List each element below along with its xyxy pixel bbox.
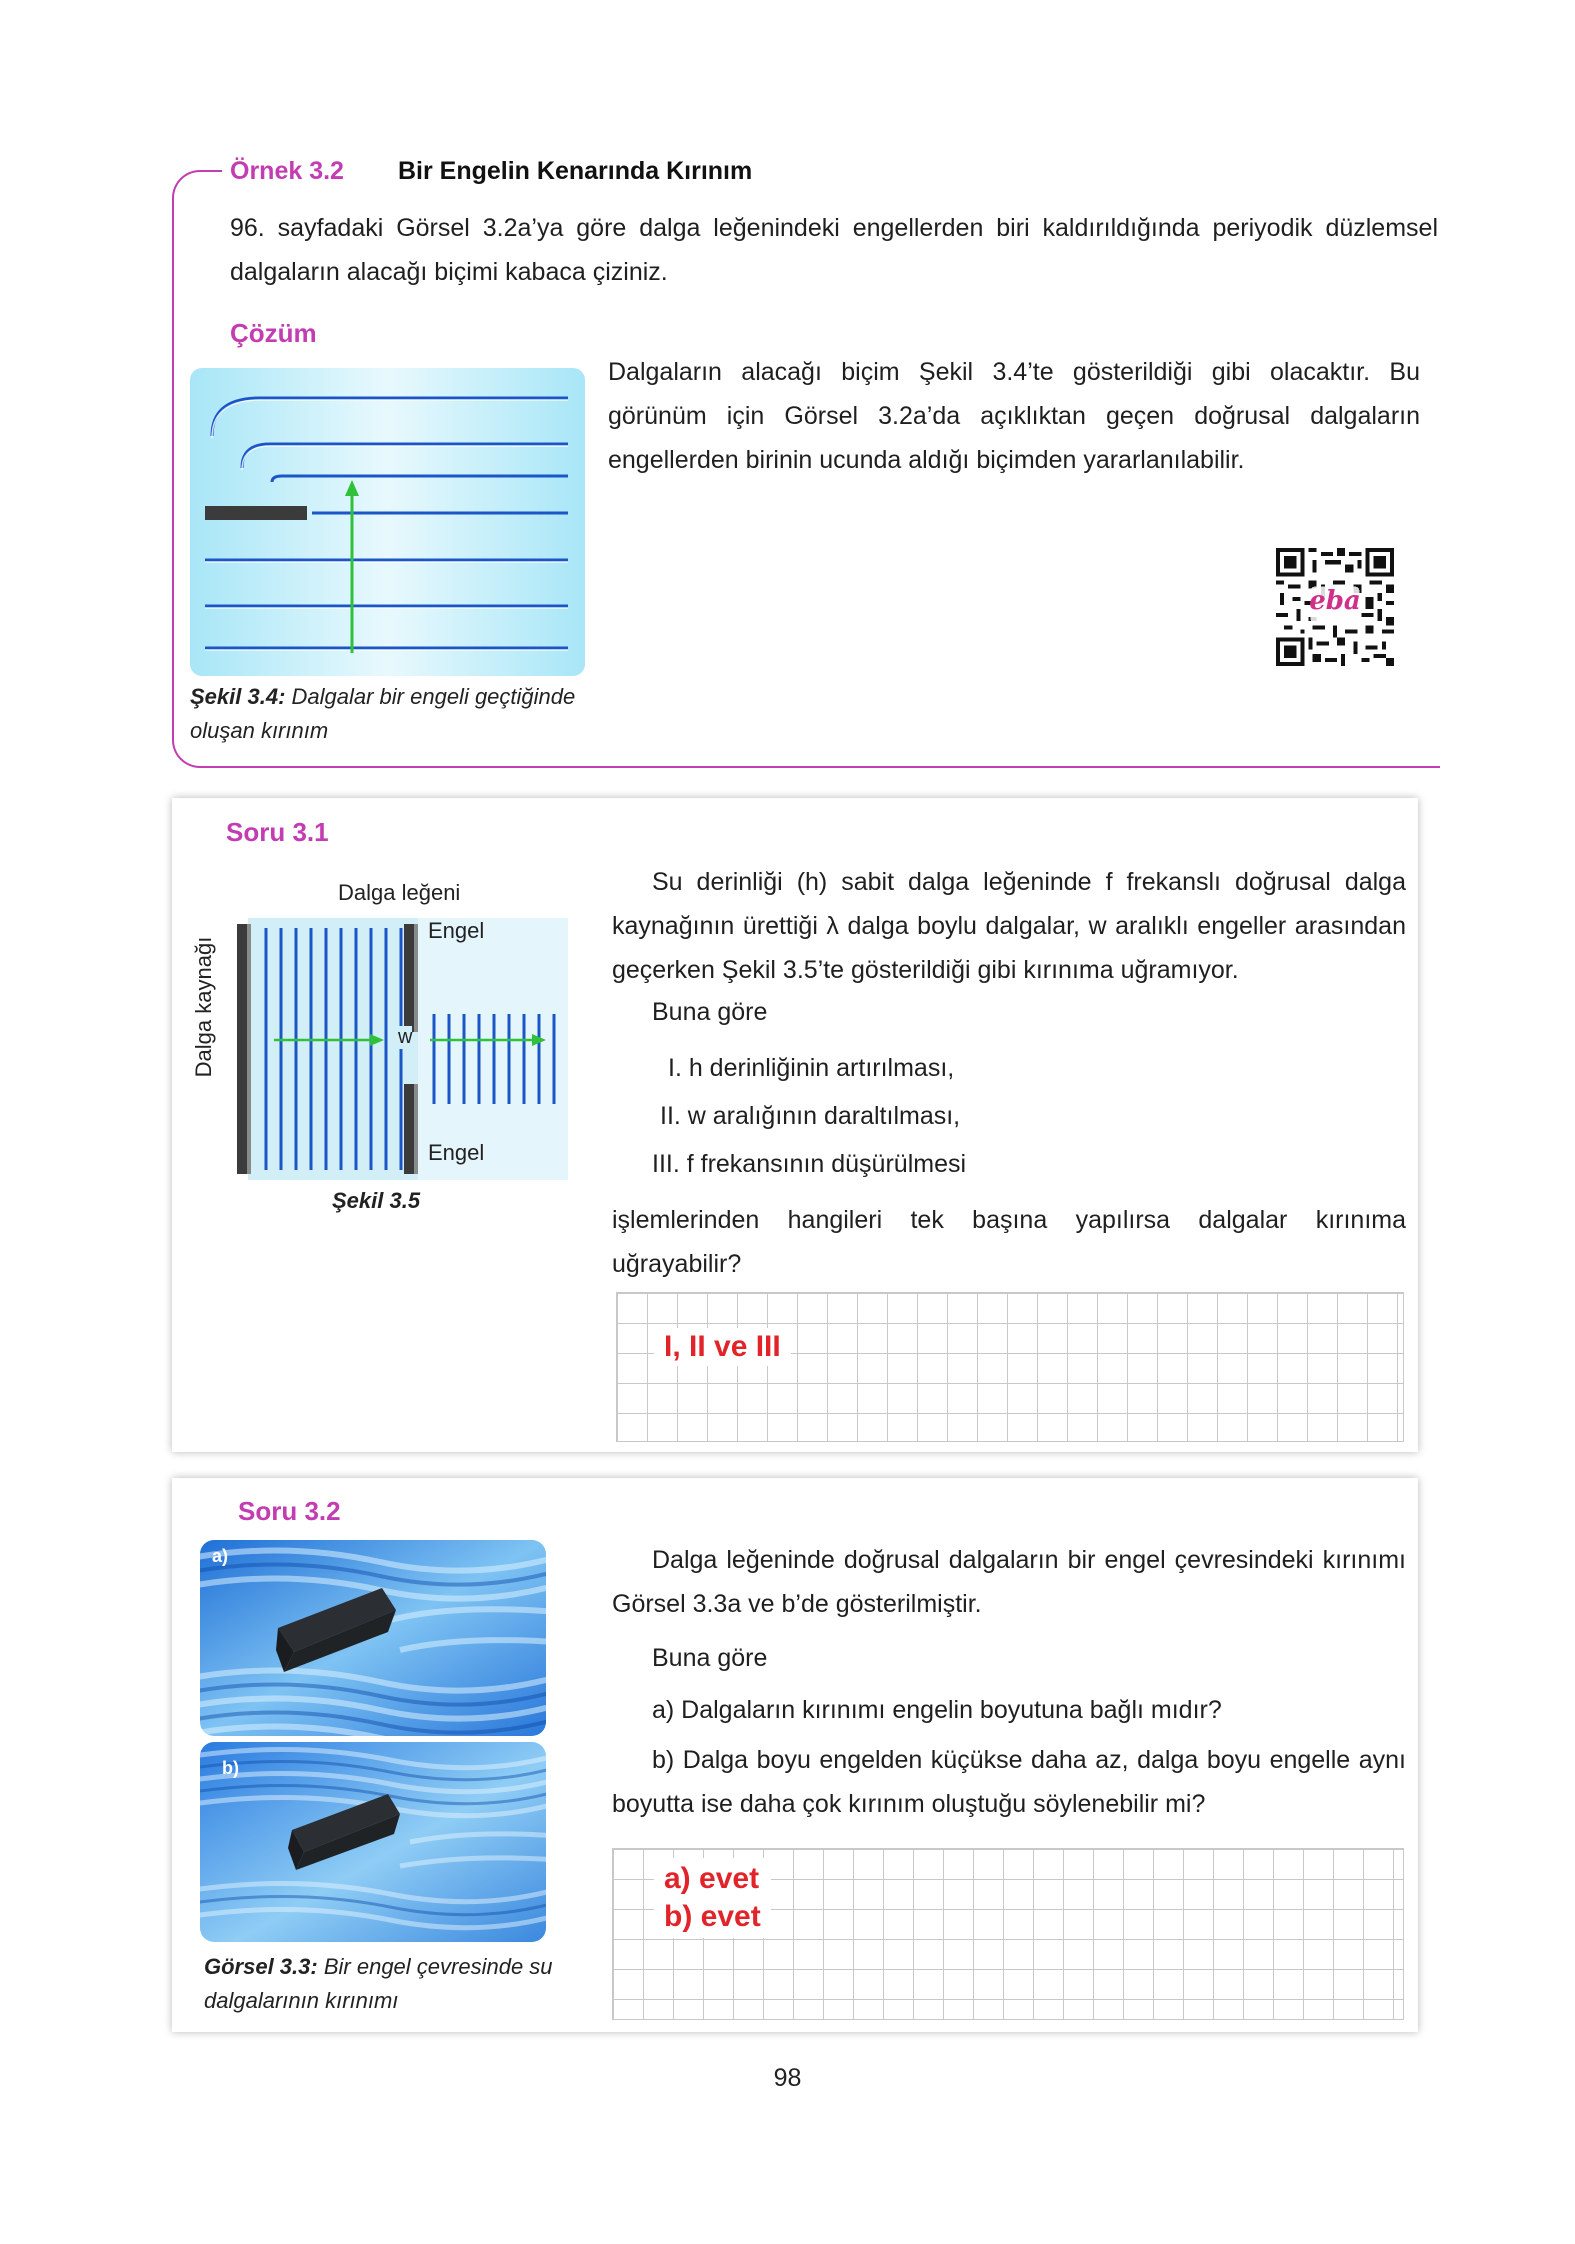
solution-label: Çözüm <box>230 318 317 348</box>
question-3-1-label: Soru 3.1 <box>226 817 329 847</box>
barrier <box>205 506 307 520</box>
photo-caption-label: Görsel 3.3: <box>204 1954 318 1979</box>
answer-3-2 <box>654 1858 771 1938</box>
solution-text: Dalgaların alacağı biçim Şekil 3.4’te gösterildiği gibi olacaktır. Bu görünüm için Görsel 3.2a’da açıklıktan geçen doğrusal dalgaların engellerden birinin ucunda aldığı biçimden yararlanılabilir. <box>608 358 1420 474</box>
example-text: 96. sayfadaki Görsel 3.2a’ya göre dalga leğenindeki engellerden biri kaldırıldığında periyodik düzlemsel dalgaların alacağı biçimi kabaca çiziniz. <box>230 214 1438 286</box>
photo-b-label: b) <box>222 1758 239 1778</box>
answer-3-2-b: b) evet <box>664 1898 761 1936</box>
figure-caption-label: Şekil 3.4: <box>190 684 286 709</box>
figure-3-4 <box>190 368 585 676</box>
water-tank-background <box>190 368 585 676</box>
page-number: 98 <box>773 2064 802 2092</box>
statement-1: I. h derinliğinin artırılması, <box>668 1054 955 1082</box>
answer-3-2-a: a) evet <box>664 1860 761 1898</box>
question-3-1-lead: Buna göre <box>652 998 768 1026</box>
water-ripple-photo-a <box>200 1540 546 1736</box>
question-3-1-question: işlemlerinden hangileri tek başına yapılırsa dalgalar kırınıma uğrayabilir? <box>612 1206 1406 1278</box>
slit-diagram <box>234 918 568 1180</box>
lower-barrier-label: Engel <box>428 1140 485 1165</box>
question-3-2-intro: Dalga leğeninde doğrusal dalgaların bir engel çevresindeki kırınımı Görsel 3.3a ve b’de gösterilmiştir. <box>612 1546 1406 1618</box>
statement-2: II. w aralığının daraltılması, <box>660 1102 961 1130</box>
example-label: Örnek 3.2 <box>230 157 344 185</box>
question-3-2-part-b: b) Dalga boyu engelden küçükse daha az, dalga boyu engelle aynı boyutta ise daha çok kırınım oluştuğu söylenebilir mi? <box>612 1746 1406 1818</box>
qr-code[interactable] <box>1276 548 1394 666</box>
edge-diffraction-diagram <box>190 368 585 676</box>
photo-a <box>200 1540 546 1736</box>
example-title: Bir Engelin Kenarında Kırınım <box>398 157 753 185</box>
wave-source-label: Dalga kaynağı <box>191 936 216 1078</box>
photo-caption <box>204 1950 564 2018</box>
statement-3: III. f frekansının düşürülmesi <box>652 1150 967 1178</box>
answer-grid-3-1 <box>616 1292 1404 1442</box>
upper-barrier-label: Engel <box>428 918 485 943</box>
question-3-1-intro: Su derinliği (h) sabit dalga leğeninde f frekanslı doğrusal dalga kaynağının ürettiği λ dalga boylu dalgalar, w aralıklı engeller arasından geçerken Şekil 3.5’te gösterildiği gibi kırınıma uğramıyor. <box>612 868 1406 984</box>
question-3-2-lead: Buna göre <box>652 1644 768 1672</box>
figure-3-5-caption: Şekil 3.5 <box>332 1188 421 1213</box>
question-3-2-label: Soru 3.2 <box>238 1496 341 1526</box>
photo-a-label: a) <box>212 1546 229 1566</box>
qr-eba-logo: eba <box>1309 586 1361 616</box>
answer-3-1: I, II ve III <box>654 1328 791 1366</box>
figure-3-5 <box>234 918 568 1180</box>
photo-caption-text: Bir engel çevresinde su dalgalarının kırınımı <box>204 1954 553 2013</box>
figure-3-4-caption <box>190 680 590 748</box>
figure-caption-text: Dalgalar bir engeli geçtiğinde oluşan kırınım <box>190 684 576 743</box>
gap-label: w <box>398 1026 413 1048</box>
question-3-2-part-a: a) Dalgaların kırınımı engelin boyutuna bağlı mıdır? <box>652 1696 1222 1724</box>
figure-3-5-title: Dalga leğeni <box>338 880 461 905</box>
photo-b <box>200 1742 546 1942</box>
water-ripple-photo-b <box>200 1742 546 1942</box>
